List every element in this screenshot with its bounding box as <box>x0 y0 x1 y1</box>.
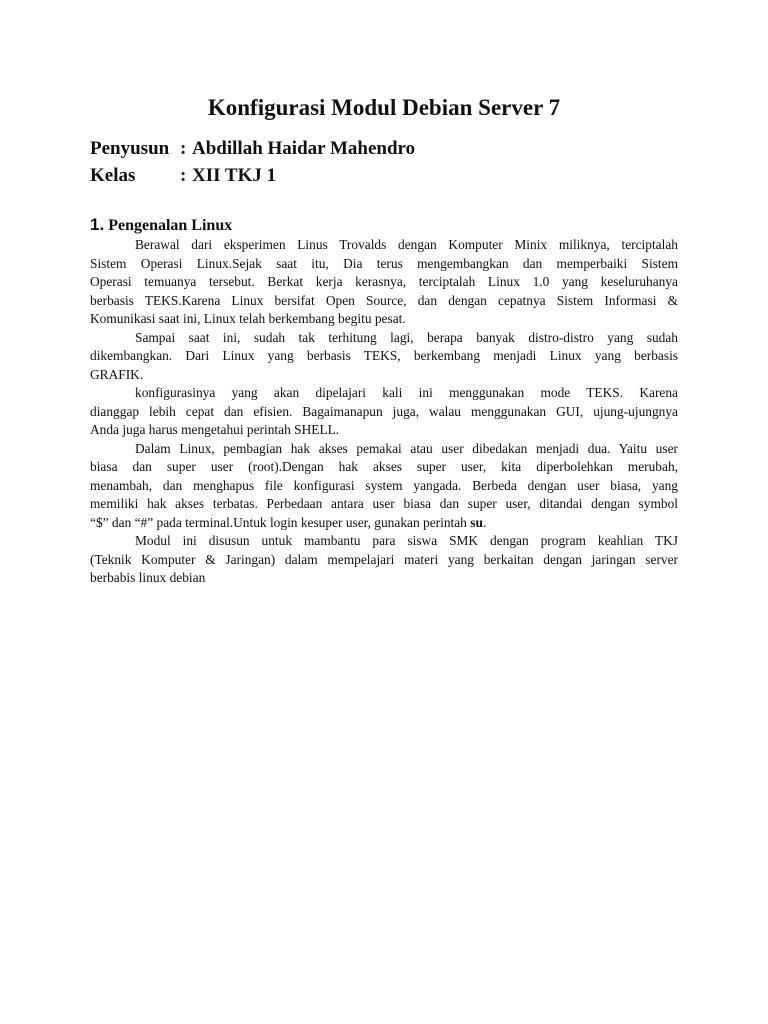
paragraph <box>90 329 678 385</box>
section-title: Pengenalan Linux <box>108 217 233 234</box>
author-name: Abdillah Haidar Mahendro <box>192 138 416 159</box>
paragraph-line: Dalam Linux, pembagian hak akses pemakai atau user dibedakan menjadi dua. Yaitu user <box>135 440 678 456</box>
paragraph-line: (Teknik Komputer & Jaringan) dalam mempelajari materi yang berkaitan dengan jaringan server <box>90 551 678 567</box>
command-su: su <box>470 514 483 530</box>
author-separator: : <box>180 138 187 159</box>
author-label: Penyusun <box>90 138 170 159</box>
section-number: 1. <box>90 215 105 234</box>
paragraph-line: berbabis linux debian <box>90 570 206 585</box>
class-row <box>90 162 415 189</box>
paragraph-line: Modul ini disusun untuk mambantu para siswa SMK dengan program keahlian TKJ <box>135 533 678 548</box>
paragraph <box>90 384 678 440</box>
paragraph-line: dikembangkan. Dari Linux yang berbasis TEKS, berkembang menjadi Linux yang berbasis <box>90 348 678 363</box>
paragraph-line: Komunikasi saat ini, Linux telah berkembang begitu pesat. <box>90 311 406 326</box>
paragraph-line: Berawal dari eksperimen Linus Trovalds dengan Komputer Minix miliknya, terciptalah <box>135 237 678 252</box>
document-title: Konfigurasi Modul Debian Server 7 <box>207 95 561 120</box>
paragraph-line: menambah, dan menghapus file konfigurasi system yangada. Berbeda dengan user biasa, yang <box>90 477 678 493</box>
paragraph-line: memiliki hak akses terbatas. Perbedaan antara user biasa dan super user, ditandai dengan symbol <box>90 496 678 511</box>
paragraph-line: Sampai saat ini, sudah tak terhitung lagi, berapa banyak distro-distro yang sudah <box>135 329 678 345</box>
section-heading <box>90 214 232 237</box>
paragraph-line: dianggap lebih cepat dan efisien. Bagaimanapun juga, walau menggunakan GUI, ujung-ujungnya <box>90 403 678 419</box>
paragraph-line: Operasi temuanya tersebut. Berkat kerja kerasnya, terciptalah Linux 1.0 yang keseluruhanya <box>90 274 678 289</box>
sentence-end: . <box>482 514 487 530</box>
paragraph <box>90 440 678 533</box>
paragraph <box>90 532 678 588</box>
class-value: XII TKJ 1 <box>192 165 277 186</box>
paragraph-line: Anda juga harus mengetahui perintah SHELL. <box>90 422 340 437</box>
paragraph-line: biasa dan super user (root).Dengan hak akses super user, kita diperbolehkan merubah, <box>90 459 678 474</box>
paragraph-line: GRAFIK. <box>90 366 144 382</box>
paragraph-line: berbasis TEKS.Karena Linux bersifat Open Source, dan dengan cepatnya Sistem Informasi & <box>90 292 678 308</box>
paragraph-line: Sistem Operasi Linux.Sejak saat itu, Dia terus mengembangkan dan memperbaiki Sistem <box>90 255 678 271</box>
class-separator: : <box>180 165 187 186</box>
author-info <box>90 135 415 189</box>
paragraph-line: “$” dan “#” pada terminal.Untuk login kesuper user, gunakan perintah su. <box>90 514 487 530</box>
author-row <box>90 135 415 162</box>
class-label: Kelas <box>90 165 136 186</box>
paragraph <box>90 236 678 329</box>
paragraph-line: konfigurasinya yang akan dipelajari kali ini menggunakan mode TEKS. Karena <box>135 385 678 400</box>
section-body <box>90 236 678 588</box>
